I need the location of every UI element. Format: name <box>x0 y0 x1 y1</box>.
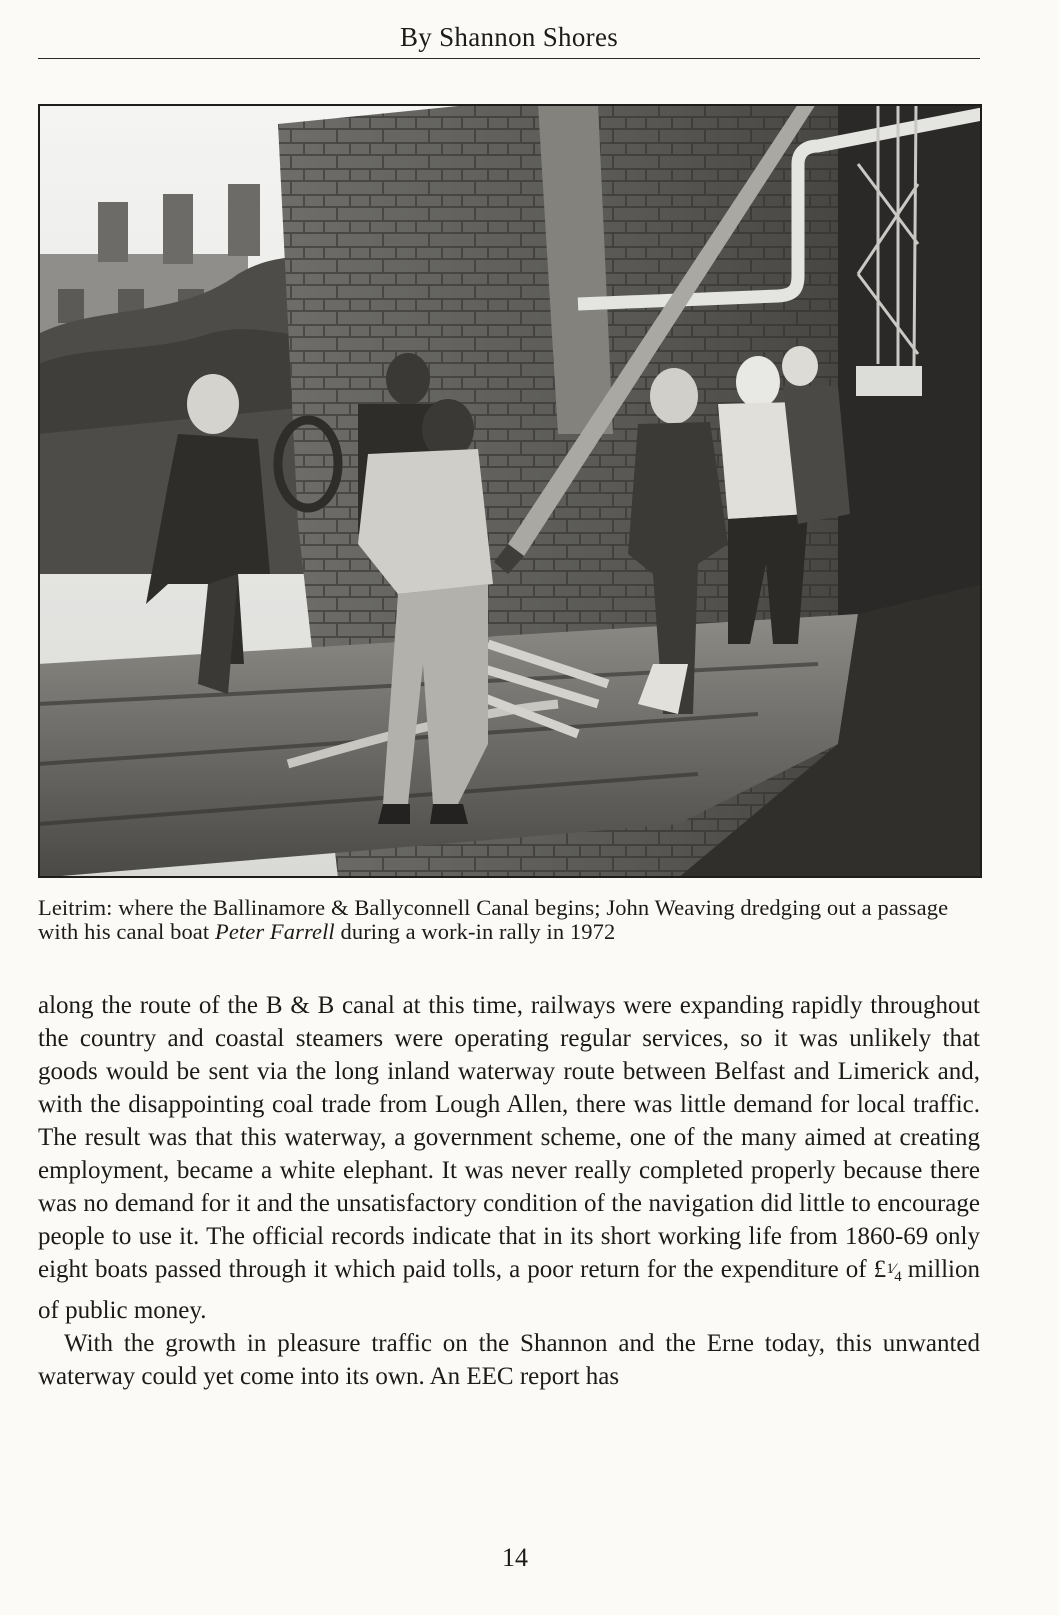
header-rule <box>38 58 980 59</box>
fraction-numerator: 1 <box>886 1261 893 1277</box>
running-title: By Shannon Shores <box>399 22 619 52</box>
paragraph-1 <box>38 989 980 1327</box>
halftone-photo-icon <box>38 104 982 878</box>
caption-text-part2: during a work-in rally in 1972 <box>334 919 616 944</box>
fraction-denominator: 4 <box>894 1269 901 1285</box>
photograph <box>38 104 982 878</box>
paragraph-1-end: million of public money. <box>38 1256 980 1324</box>
quarter-fraction: 1⁄4 <box>886 1261 901 1285</box>
photo-caption <box>38 896 982 944</box>
caption-boat-name: Peter Farrell <box>214 919 335 944</box>
paragraph-1-text: along the route of the B & B canal at this time, railways were expanding rapidly throughout the country and coastal steamers were operating regular services, so it was unlikely that goods would be sent via the long inland waterway route between Belfast and Limerick and, with the disappointing coal trade from Lough Allen, there was little demand for local traffic. The result was that this waterway, a government scheme, one of the many aimed at creating employment, became a white elephant. It was never really completed properly because there was no demand for it and the unsatisfactory condition of the navigation did little to encourage people to use it. The official records indicate that in its short working life from 1860-69 only eight boats passed through it which paid tolls, a poor return for the expenditure of £ <box>38 992 980 1283</box>
caption-text-part1: Leitrim: where the Ballinamore & Ballyconnell Canal begins; John Weaving dredging out a passage with his canal boat <box>38 895 949 944</box>
paragraph-2: With the growth in pleasure traffic on the Shannon and the Erne today, this unwanted waterway could yet come into its own. An EEC report has <box>38 1330 980 1390</box>
body-text <box>38 989 980 1393</box>
page-number: 14 <box>502 1543 528 1572</box>
